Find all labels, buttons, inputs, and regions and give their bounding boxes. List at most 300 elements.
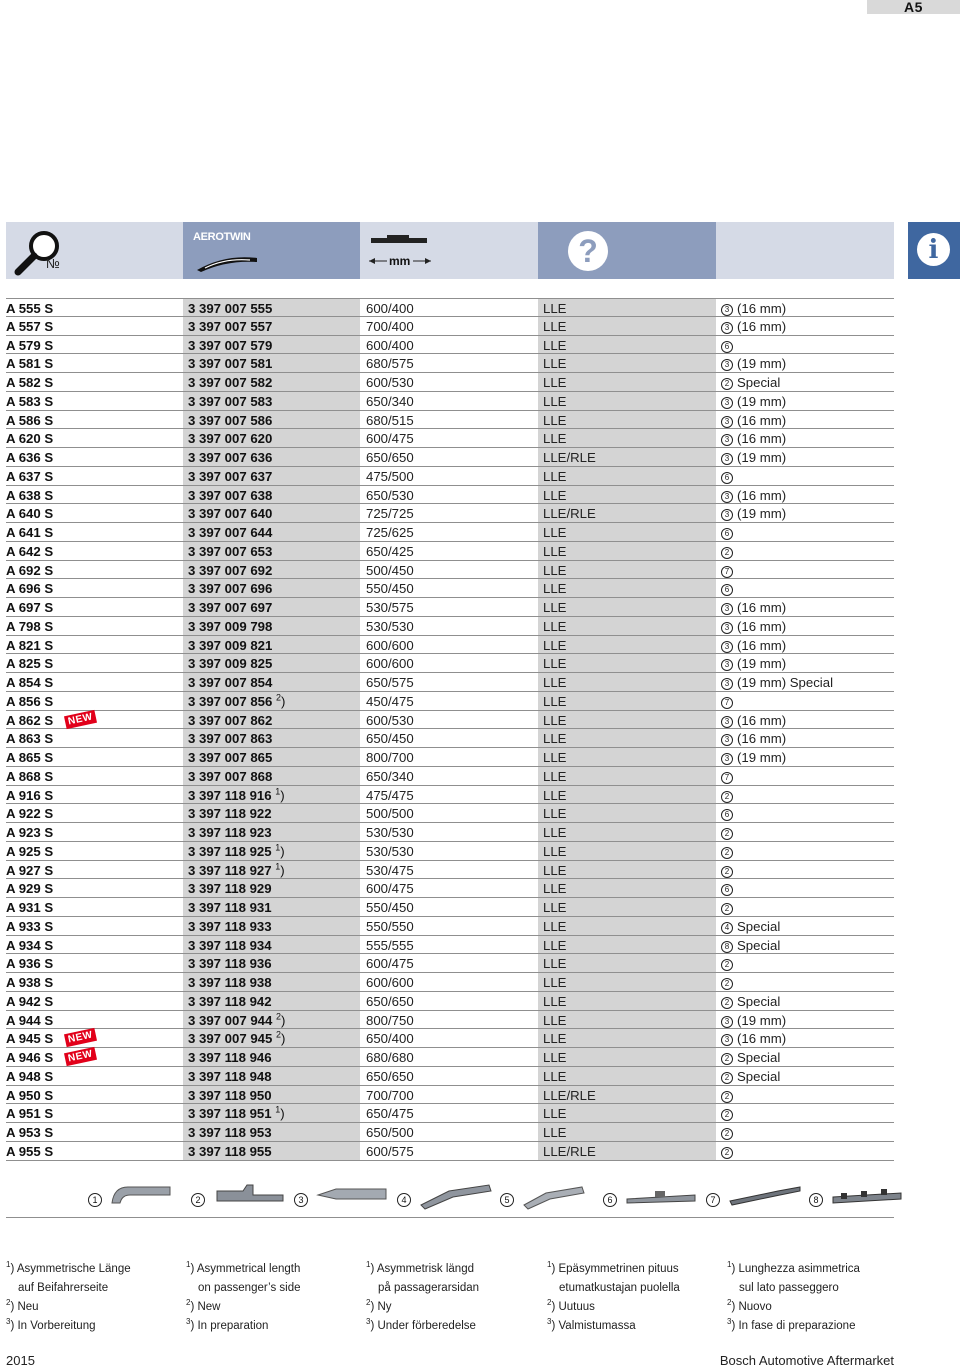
- aerotwin-header: [183, 222, 360, 279]
- footnote-ref: 2: [276, 1011, 282, 1022]
- adapter-5-icon: [522, 1181, 598, 1211]
- adapter-cell: [716, 636, 894, 654]
- adapter-number: 3: [721, 622, 733, 634]
- part-number-cell: 3 397 118 925 $^1$): [183, 842, 360, 860]
- model-cell: A 931 S: [6, 900, 54, 915]
- model-cell: A 953 S: [6, 1125, 54, 1140]
- adapter-number: 3: [721, 359, 733, 371]
- table-row: [6, 898, 894, 917]
- adapter-number: 6: [721, 584, 733, 596]
- part-number-cell: 3 397 007 636: [183, 448, 360, 466]
- adapter-number: 4: [721, 922, 733, 934]
- type-cell: LLE: [538, 1123, 716, 1141]
- footnote-ref: 1: [275, 1104, 281, 1115]
- table-row: [6, 804, 894, 823]
- type-cell: LLE: [538, 861, 716, 879]
- footnote-column: [6, 1260, 181, 1336]
- adapter-note: (19 mm): [737, 750, 787, 765]
- model-cell: A 868 S: [6, 768, 54, 784]
- adapter-note: (16 mm): [737, 600, 787, 615]
- adapter-cell: [716, 617, 894, 635]
- adapter-cell: [716, 411, 894, 429]
- model-cell: A 579 S: [6, 337, 54, 353]
- adapter-cell: [716, 692, 894, 710]
- adapter-number: 3: [721, 416, 733, 428]
- wiper-blade-icon: [195, 250, 260, 274]
- adapter-note: (16 mm): [737, 712, 787, 728]
- part-number-cell: 3 397 009 798: [183, 617, 360, 635]
- length-cell: 650/340: [366, 768, 414, 784]
- length-cell: 550/550: [366, 918, 414, 934]
- model-cell: A 922 S: [6, 806, 54, 822]
- table-row: [6, 1142, 894, 1161]
- table-row: [6, 729, 894, 748]
- table-row: [6, 617, 894, 636]
- length-cell: 600/475: [366, 956, 414, 972]
- adapter-number: 3: [721, 434, 733, 446]
- length-cell: 475/500: [366, 468, 414, 484]
- adapter-number: 6: [721, 472, 733, 484]
- length-cell: 700/400: [366, 318, 414, 334]
- part-number-cell: 3 397 007 696: [183, 579, 360, 597]
- type-cell: LLE: [538, 898, 716, 916]
- adapter-note: (16 mm): [737, 1031, 787, 1047]
- type-cell: LLE: [538, 561, 716, 579]
- model-cell: A 946 S: [6, 1050, 54, 1065]
- footnote-line: $^2$) Ny: [366, 1298, 392, 1313]
- footnote-sup: 2: [727, 1298, 732, 1308]
- length-cell: 650/425: [366, 543, 414, 559]
- footnote-line: $^1$) Asymmetrical length: [186, 1260, 301, 1275]
- adapter-number: 2: [721, 903, 733, 915]
- table-row: [6, 298, 894, 317]
- adapter-number: 2: [191, 1193, 205, 1207]
- adapter-number: 3: [721, 322, 733, 334]
- adapter-note: (19 mm): [737, 656, 787, 672]
- adapter-cell: [716, 973, 894, 991]
- model-cell: A 955 S: [6, 1143, 54, 1159]
- adapter-number: 6: [721, 341, 733, 353]
- adapter-number: 4: [397, 1193, 411, 1207]
- adapter-cell: [716, 654, 894, 672]
- part-number-cell: 3 397 118 933: [183, 917, 360, 935]
- part-number-cell: 3 397 007 862: [183, 711, 360, 729]
- model-cell: A 863 S: [6, 731, 54, 747]
- part-number-cell: 3 397 007 579: [183, 336, 360, 354]
- footnote-line: $^1$) Asymmetrische Länge: [6, 1260, 131, 1275]
- model-cell: A 933 S: [6, 918, 54, 934]
- type-cell: LLE: [538, 729, 716, 747]
- adapter-cell: [716, 1067, 894, 1085]
- part-number-cell: 3 397 118 953: [183, 1123, 360, 1141]
- table-row: [6, 673, 894, 692]
- part-number-cell: 3 397 118 916 $^1$): [183, 786, 360, 804]
- adapter-cell: [716, 992, 894, 1010]
- adapter-number: 7: [706, 1193, 720, 1207]
- adapter-cell: [716, 561, 894, 579]
- type-cell: LLE: [538, 804, 716, 822]
- table-row: [6, 767, 894, 786]
- length-cell: 550/450: [366, 581, 414, 597]
- part-number-cell: 3 397 118 927 $^1$): [183, 861, 360, 879]
- part-number-cell: 3 397 007 586: [183, 411, 360, 429]
- adapter-cell: [716, 954, 894, 972]
- adapter-header: [717, 222, 894, 279]
- adapter-number: 3: [721, 641, 733, 653]
- adapter-number: 6: [721, 884, 733, 896]
- footnote-line: $^3$) In Vorbereitung: [6, 1317, 96, 1332]
- footnote-line: etumatkustajan puolella: [559, 1282, 680, 1294]
- table-row: [6, 373, 894, 392]
- table-row: [6, 973, 894, 992]
- footnote-line: $^1$) Epäsymmetrinen pituus: [547, 1260, 679, 1275]
- type-cell: LLE: [538, 373, 716, 391]
- length-cell: 800/750: [366, 1012, 414, 1028]
- model-cell: A 555 S: [6, 301, 54, 316]
- footnote-sup: 2: [547, 1298, 552, 1308]
- length-cell: 700/700: [366, 1087, 414, 1103]
- adapter-cell: [716, 1048, 894, 1066]
- length-cell: 650/530: [366, 487, 414, 503]
- adapter-cell: [716, 354, 894, 372]
- adapter-cell: [716, 898, 894, 916]
- part-number-cell: 3 397 007 856 $^2$): [183, 692, 360, 710]
- adapter-number: 2: [721, 1109, 733, 1121]
- table-row: [6, 1123, 894, 1142]
- table-row: [6, 954, 894, 973]
- adapter-cell: [716, 842, 894, 860]
- adapter-number: 8: [721, 941, 733, 953]
- footnote-sup: 3: [366, 1317, 371, 1327]
- type-cell: LLE: [538, 598, 716, 616]
- adapter-number: 3: [721, 304, 733, 316]
- footnote-column: [727, 1260, 902, 1336]
- type-cell: LLE/RLE: [538, 1086, 716, 1104]
- part-number-cell: 3 397 007 865: [183, 748, 360, 766]
- length-cell: 600/530: [366, 375, 414, 390]
- footnote-ref: 2: [276, 692, 282, 703]
- type-cell: LLE: [538, 748, 716, 766]
- adapter-cell: [716, 879, 894, 897]
- adapter-note: (16 mm): [737, 731, 787, 747]
- length-cell: 530/575: [366, 600, 414, 615]
- adapter-number: 5: [500, 1193, 514, 1207]
- type-cell: LLE: [538, 917, 716, 935]
- type-cell: LLE: [538, 579, 716, 597]
- length-cell: 650/400: [366, 1031, 414, 1047]
- footer-year: 2015: [6, 1353, 35, 1368]
- table-row: [6, 523, 894, 542]
- footnote-line: $^3$) Under förberedelse: [366, 1317, 476, 1332]
- footnote-ref: 1: [275, 786, 281, 797]
- type-cell: LLE: [538, 767, 716, 785]
- adapter-number: 3: [721, 678, 733, 690]
- adapter-cell: [716, 823, 894, 841]
- type-cell: LLE: [538, 542, 716, 560]
- adapter-number: 2: [721, 847, 733, 859]
- type-cell: LLE: [538, 1048, 716, 1066]
- adapter-note: Special: [737, 937, 781, 953]
- adapter-cell: [716, 1104, 894, 1122]
- type-cell: LLE: [538, 1104, 716, 1122]
- part-number-cell: 3 397 007 640: [183, 504, 360, 522]
- type-cell: LLE: [538, 354, 716, 372]
- footnote-line: $^2$) New: [186, 1298, 221, 1313]
- adapter-number: 2: [721, 866, 733, 878]
- adapter-number: 2: [721, 978, 733, 990]
- type-cell: LLE: [538, 936, 716, 954]
- type-cell: LLE: [538, 654, 716, 672]
- adapter-number: 2: [721, 828, 733, 840]
- model-cell: A 637 S: [6, 468, 54, 484]
- model-cell: A 586 S: [6, 412, 54, 428]
- adapter-note: (16 mm): [737, 318, 787, 334]
- adapter-cell: [716, 299, 894, 316]
- model-cell: A 951 S: [6, 1106, 54, 1122]
- adapter-number: 3: [294, 1193, 308, 1207]
- footnote-line: på passagerarsidan: [378, 1282, 480, 1294]
- footnote-line: $^3$) In fase di preparazione: [727, 1317, 856, 1332]
- part-number-cell: 3 397 118 938: [183, 973, 360, 991]
- adapter-number: 2: [721, 1091, 733, 1103]
- adapter-2-icon: [213, 1181, 289, 1211]
- table-row: [6, 879, 894, 898]
- table-row: [6, 448, 894, 467]
- table-row: [6, 1067, 894, 1086]
- adapter-number: 2: [721, 997, 733, 1009]
- length-cell: 530/530: [366, 618, 414, 634]
- table-row: [6, 1011, 894, 1030]
- footnote-line: $^2$) Neu: [6, 1298, 39, 1313]
- type-cell: LLE: [538, 336, 716, 354]
- adapter-cell: [716, 1011, 894, 1029]
- adapter-number: 8: [809, 1193, 823, 1207]
- adapter-note: Special: [737, 375, 781, 390]
- table-row: [6, 654, 894, 673]
- part-number-cell: 3 397 118 946: [183, 1048, 360, 1066]
- adapter-cell: [716, 392, 894, 410]
- type-cell: LLE: [538, 299, 716, 316]
- adapter-2: [191, 1181, 302, 1211]
- adapter-cell: [716, 748, 894, 766]
- table-row: [6, 917, 894, 936]
- length-cell: 650/475: [366, 1106, 414, 1122]
- adapter-number: 3: [721, 716, 733, 728]
- length-cell: 600/475: [366, 881, 414, 897]
- type-cell: LLE: [538, 842, 716, 860]
- table-row: [6, 504, 894, 523]
- part-number-cell: 3 397 007 581: [183, 354, 360, 372]
- footnote-line: $^2$) Nuovo: [727, 1298, 772, 1313]
- adapter-cell: [716, 767, 894, 785]
- part-number-cell: 3 397 118 922: [183, 804, 360, 822]
- model-cell: A 916 S: [6, 787, 54, 803]
- length-cell: 600/575: [366, 1143, 414, 1159]
- product-table: [6, 298, 894, 1161]
- adapter-cell: [716, 711, 894, 729]
- part-number-cell: 3 397 007 620: [183, 429, 360, 447]
- adapter-number: 2: [721, 1128, 733, 1140]
- part-number-cell: 3 397 118 950: [183, 1086, 360, 1104]
- table-row: [6, 936, 894, 955]
- model-cell: A 927 S: [6, 862, 54, 878]
- type-cell: LLE: [538, 429, 716, 447]
- adapter-cell: [716, 448, 894, 466]
- table-row: [6, 748, 894, 767]
- table-row: [6, 561, 894, 580]
- model-cell: A 582 S: [6, 375, 54, 390]
- length-cell: 475/475: [366, 787, 414, 803]
- part-number-cell: 3 397 009 821: [183, 636, 360, 654]
- table-row: [6, 636, 894, 655]
- adapter-4: [397, 1181, 508, 1211]
- footnote-column: [366, 1260, 541, 1336]
- new-badge: NEW: [64, 1047, 97, 1066]
- model-cell: A 821 S: [6, 637, 54, 653]
- table-row: [6, 542, 894, 561]
- model-cell: A 938 S: [6, 975, 54, 990]
- part-number-cell: 3 397 007 945 $^2$): [183, 1029, 360, 1047]
- adapter-cell: [716, 673, 894, 691]
- number-label: №: [46, 256, 60, 271]
- table-row: [6, 786, 894, 805]
- adapter-cell: [716, 936, 894, 954]
- adapter-cell: [716, 804, 894, 822]
- part-number-cell: 3 397 009 825: [183, 654, 360, 672]
- adapter-cell: [716, 542, 894, 560]
- length-cell: 600/600: [366, 637, 414, 653]
- adapter-note: (19 mm): [737, 506, 787, 522]
- length-cell: 650/450: [366, 731, 414, 747]
- part-number-cell: 3 397 007 583: [183, 392, 360, 410]
- footnote-line: $^3$) Valmistumassa: [547, 1317, 636, 1332]
- adapter-number: 6: [603, 1193, 617, 1207]
- adapter-number: 3: [721, 397, 733, 409]
- table-row: [6, 992, 894, 1011]
- part-number-cell: 3 397 007 637: [183, 467, 360, 485]
- table-row: [6, 861, 894, 880]
- part-number-cell: 3 397 118 948: [183, 1067, 360, 1085]
- length-cell: 650/650: [366, 993, 414, 1009]
- model-cell: A 923 S: [6, 825, 54, 840]
- adapter-note: (16 mm): [737, 301, 787, 316]
- type-cell: LLE: [538, 879, 716, 897]
- length-cell: 600/530: [366, 712, 414, 728]
- adapter-number: 3: [721, 509, 733, 521]
- adapter-6-icon: [625, 1181, 701, 1211]
- new-badge: NEW: [64, 1028, 97, 1047]
- footnote-ref: 1: [275, 842, 281, 853]
- part-number-cell: 3 397 007 555: [183, 299, 360, 316]
- part-number-cell: 3 397 007 944 $^2$): [183, 1011, 360, 1029]
- footnote-line: $^1$) Lunghezza asimmetrica: [727, 1260, 860, 1275]
- length-cell: 650/340: [366, 393, 414, 409]
- table-row: [6, 1086, 894, 1105]
- model-cell: A 636 S: [6, 450, 54, 465]
- adapter-number: 6: [721, 528, 733, 540]
- adapter-note: Special: [737, 993, 781, 1009]
- adapter-5: [500, 1181, 611, 1211]
- part-number-cell: 3 397 118 955: [183, 1142, 360, 1160]
- model-cell: A 945 S: [6, 1031, 54, 1047]
- adapter-cell: [716, 1086, 894, 1104]
- adapter-3: [294, 1181, 405, 1211]
- type-cell: LLE: [538, 823, 716, 841]
- adapter-number: 2: [721, 378, 733, 390]
- adapter-number: 2: [721, 547, 733, 559]
- adapter-number: 3: [721, 659, 733, 671]
- adapter-note: (19 mm) Special: [737, 675, 834, 690]
- model-cell: A 925 S: [6, 843, 54, 859]
- type-cell: LLE: [538, 954, 716, 972]
- part-number-cell: 3 397 118 942: [183, 992, 360, 1010]
- table-row: [6, 598, 894, 617]
- adapter-number: 3: [721, 453, 733, 465]
- length-cell: 530/475: [366, 862, 414, 878]
- type-cell: LLE: [538, 1011, 716, 1029]
- type-cell: LLE/RLE: [538, 448, 716, 466]
- length-cell: 650/575: [366, 675, 414, 690]
- length-cell: 530/530: [366, 825, 414, 840]
- adapter-number: 6: [721, 809, 733, 821]
- model-cell: A 944 S: [6, 1012, 54, 1028]
- part-number-cell: 3 397 007 653: [183, 542, 360, 560]
- adapter-7: [706, 1181, 817, 1211]
- footnote-sup: 1: [366, 1260, 371, 1270]
- table-row: [6, 467, 894, 486]
- length-cell: 500/500: [366, 806, 414, 822]
- adapter-note: (19 mm): [737, 450, 787, 465]
- type-cell: LLE: [538, 992, 716, 1010]
- length-cell: 530/530: [366, 843, 414, 859]
- adapter-3-icon: [316, 1181, 392, 1211]
- type-cell: LLE: [538, 973, 716, 991]
- adapter-cell: [716, 786, 894, 804]
- footnote-sup: 1: [727, 1260, 732, 1270]
- footnote-line: $^2$) Uutuus: [547, 1298, 595, 1313]
- adapter-1: [88, 1181, 199, 1211]
- new-badge: NEW: [64, 709, 97, 728]
- length-header: [361, 222, 537, 279]
- adapter-cell: [716, 467, 894, 485]
- footnote-column: [186, 1260, 361, 1336]
- length-cell: 555/555: [366, 937, 414, 953]
- footnote-ref: 2: [276, 1029, 282, 1040]
- table-row: [6, 823, 894, 842]
- model-cell: A 692 S: [6, 562, 54, 578]
- part-number-cell: 3 397 007 863: [183, 729, 360, 747]
- type-cell: LLE: [538, 1067, 716, 1085]
- length-cell: 650/650: [366, 450, 414, 465]
- adapter-number: 2: [721, 791, 733, 803]
- footnote-line: $^3$) In preparation: [186, 1317, 269, 1332]
- footnote-sup: 2: [366, 1298, 371, 1308]
- table-row: [6, 486, 894, 505]
- adapter-number: 2: [721, 1053, 733, 1065]
- part-number-cell: 3 397 118 936: [183, 954, 360, 972]
- length-cell: 500/450: [366, 562, 414, 578]
- adapter-cell: [716, 504, 894, 522]
- model-cell: A 641 S: [6, 525, 54, 540]
- adapter-cell: [716, 373, 894, 391]
- model-cell: A 856 S: [6, 693, 54, 709]
- adapter-note: (16 mm): [737, 431, 787, 447]
- footnote-sup: 1: [6, 1260, 11, 1270]
- model-cell: A 865 S: [6, 750, 54, 765]
- adapter-number: 1: [88, 1193, 102, 1207]
- adapter-number: 3: [721, 734, 733, 746]
- model-cell: A 581 S: [6, 356, 54, 372]
